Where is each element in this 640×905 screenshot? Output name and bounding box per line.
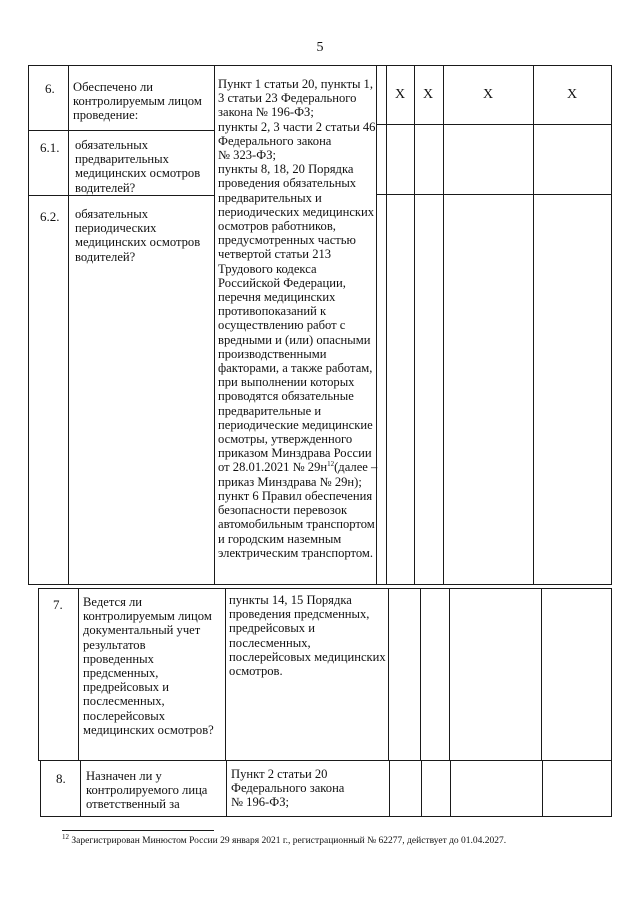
- not-applicable-mark: X: [394, 87, 406, 102]
- table-col-line: [386, 65, 387, 584]
- reference-text: от 28.01.2021 № 29н: [218, 460, 328, 475]
- table-col-line: [388, 588, 389, 760]
- table-col-line: [214, 65, 215, 584]
- footnote-ref: 12: [327, 460, 335, 469]
- row-legal-reference: [218, 77, 377, 560]
- row-number: 6.: [45, 81, 55, 96]
- not-applicable-mark: X: [482, 87, 494, 102]
- row-number: 8.: [56, 771, 66, 786]
- row-question: Ведется ли контролируемым лицом документальный учет результатов проведенных предсменных, предрейсовых и послесменных, послерейсовых медицинских осмотров?: [83, 595, 214, 737]
- table-col-line: [443, 65, 444, 584]
- table-col-line: [541, 588, 542, 760]
- table-col-line: [421, 760, 422, 816]
- table-col-line: [414, 65, 415, 584]
- row-question: Обеспечено ли контролируемым лицом проведение:: [73, 80, 202, 123]
- table-border-bottom: [28, 584, 612, 585]
- row-number: 6.2.: [40, 209, 60, 224]
- table-border-top: [40, 760, 612, 761]
- table-border-top: [38, 588, 612, 589]
- reference-text: приказ Минздрава № 29н); пункт 6 Правил обеспечения безопасности перевозок автомобильным транспортом и городским наземным электрическим транспортом.: [218, 474, 375, 560]
- table-col-line: [449, 588, 450, 760]
- table-border-left: [40, 760, 41, 816]
- table-divider: [376, 194, 612, 195]
- table-border-right: [611, 760, 612, 816]
- table-col-line: [389, 760, 390, 816]
- table-divider: [28, 195, 214, 196]
- footnote-text: Зарегистрирован Минюстом России 29 января 2021 г., регистрационный № 62277, действует до 01.04.2027.: [69, 836, 507, 846]
- row-question: Назначен ли у контролируемого лица ответственный за: [86, 769, 208, 812]
- table-border-top: [28, 65, 612, 66]
- not-applicable-mark: X: [422, 87, 434, 102]
- table-divider: [28, 130, 214, 131]
- reference-text: пункты 2, 3 части 2 статьи 46 Федерального закона № 323-ФЗ; пункты 8, 18, 20 Порядка проведения обязательных предварительных и периодических медицинских осмотров работников, предусмотренных частью четвертой статьи 213 Трудового кодекса Российской Федерации, перечня медицинских противопоказаний к осуществлению работ с вредными и (или) опасными производственными факторами, а также работам, при выполнении которых проводятся обязательные предварительные и периодические медицинские осмотры, утвержденного приказом Минздрава России: [218, 119, 376, 461]
- page-number: 5: [316, 40, 324, 55]
- row-number: 7.: [53, 597, 63, 612]
- row-number: 6.1.: [40, 140, 60, 155]
- footnote-marker: 12: [62, 832, 69, 841]
- row-legal-reference: пункты 14, 15 Порядка проведения предсменных, предрейсовых и послесменных, послерейсовых медицинских осмотров.: [229, 593, 386, 679]
- footnote: [62, 832, 507, 846]
- reference-text: Пункт 1 статьи 20, пункты 1, 3 статьи 23 Федерального закона № 196-ФЗ;: [218, 77, 374, 120]
- row-question: обязательных предварительных медицинских осмотров водителей?: [75, 138, 201, 195]
- row-legal-reference: Пункт 2 статьи 20 Федерального закона № 196-ФЗ;: [231, 767, 345, 810]
- table-divider: [376, 124, 612, 125]
- reference-text: (далее –: [334, 460, 378, 475]
- table-col-line: [226, 760, 227, 816]
- table-col-line: [542, 760, 543, 816]
- table-col-line: [68, 65, 69, 584]
- table-col-line: [533, 65, 534, 584]
- table-col-line: [450, 760, 451, 816]
- table-col-line: [80, 760, 81, 816]
- table-col-line: [78, 588, 79, 760]
- table-border-right: [611, 588, 612, 760]
- footnote-separator: [62, 830, 214, 831]
- table-border-left: [28, 65, 29, 584]
- table-col-line: [225, 588, 226, 760]
- table-border-left: [38, 588, 39, 760]
- row-question: обязательных периодических медицинских осмотров водителей?: [75, 207, 201, 264]
- not-applicable-mark: X: [566, 87, 578, 102]
- table-border-bottom: [40, 816, 612, 817]
- table-col-line: [420, 588, 421, 760]
- table-border-right: [611, 65, 612, 584]
